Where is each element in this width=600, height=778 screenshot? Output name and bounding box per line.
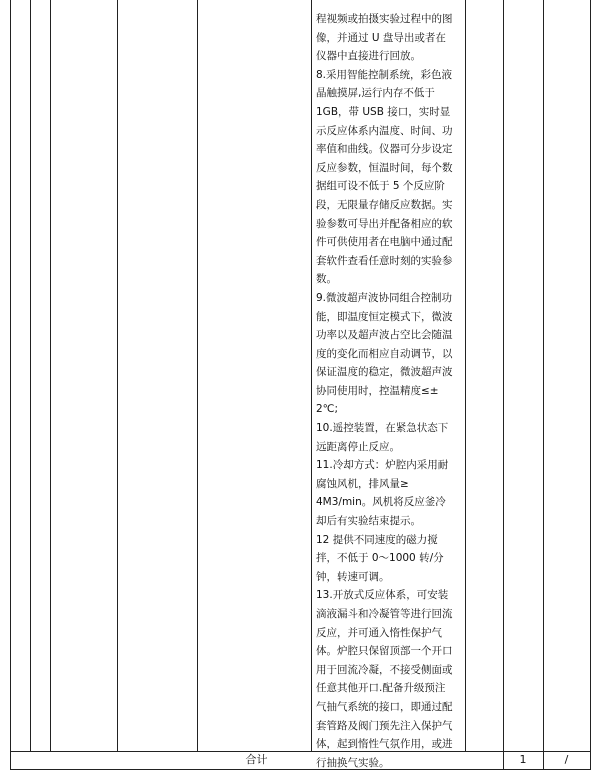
total-quantity: 1	[519, 753, 527, 766]
table-bottom-border	[10, 769, 591, 770]
column-border-6	[465, 0, 466, 752]
column-border-1	[30, 0, 31, 752]
column-border-4	[197, 0, 198, 752]
column-border-left	[10, 0, 11, 770]
total-remark: /	[564, 753, 569, 766]
column-border-3	[117, 0, 118, 752]
spec-paragraph: 9.微波超声波协同组合控制功 能，即温度恒定模式下，微波 功率以及超声波占空比会随温 度的变化而相应自动调节，以 保证温度的稳定，微波超声波 协同使用时，控温精度≤± 2℃;	[316, 291, 453, 416]
column-border-2	[50, 0, 51, 752]
spec-paragraph: 8.采用智能控制系统，彩色液 晶触摸屏,运行内存不低于 1GB，带 USB 接口，实时显 示反应体系内温度、时间、功 率值和曲线。仪器可分步设定 反应参数，恒温时间，每个数 据组可设不低于 5 个反应阶 段，无限量存储反应数据。实 验参数可导出并配备相应的软 件可供使用者在电脑中通过配 套软件查看任意时刻的实验参 数。	[316, 68, 453, 286]
column-border-right	[590, 0, 591, 770]
spec-text	[316, 10, 462, 772]
spec-paragraph: 10.遥控装置，在紧急状态下 远距离停止反应。	[316, 422, 449, 453]
column-border-7	[503, 0, 504, 770]
spec-paragraph: 程视频或拍摄实验过程中的图 像，并通过 U 盘导出或者在 仪器中直接进行回放。	[316, 13, 453, 63]
column-border-8	[543, 0, 544, 770]
column-border-5	[311, 0, 312, 752]
total-label: 合计	[245, 753, 268, 766]
spec-paragraph: 12 提供不同速度的磁力搅 拌，不低于 0～1000 转/分 钟，转速可调。	[316, 533, 444, 583]
spec-paragraph: 13.开放式反应体系，可安装 滴液漏斗和冷凝管等进行回流 反应，并可通入惰性保护气 体。炉腔只保留顶部一个开口 用于回流冷凝，不接受侧面或 任意其他开口.配备升级预注 气抽气系统的接口，即通过配 套管路及阀门预先注入保护气 体，起到惰性气氛作用，或进 行抽换气实验。	[316, 589, 453, 769]
spec-paragraph: 11.冷却方式：炉腔内采用耐 腐蚀风机，排风量≥ 4M3/min。风机将反应釜冷 却后有实验结束提示。	[316, 459, 449, 528]
